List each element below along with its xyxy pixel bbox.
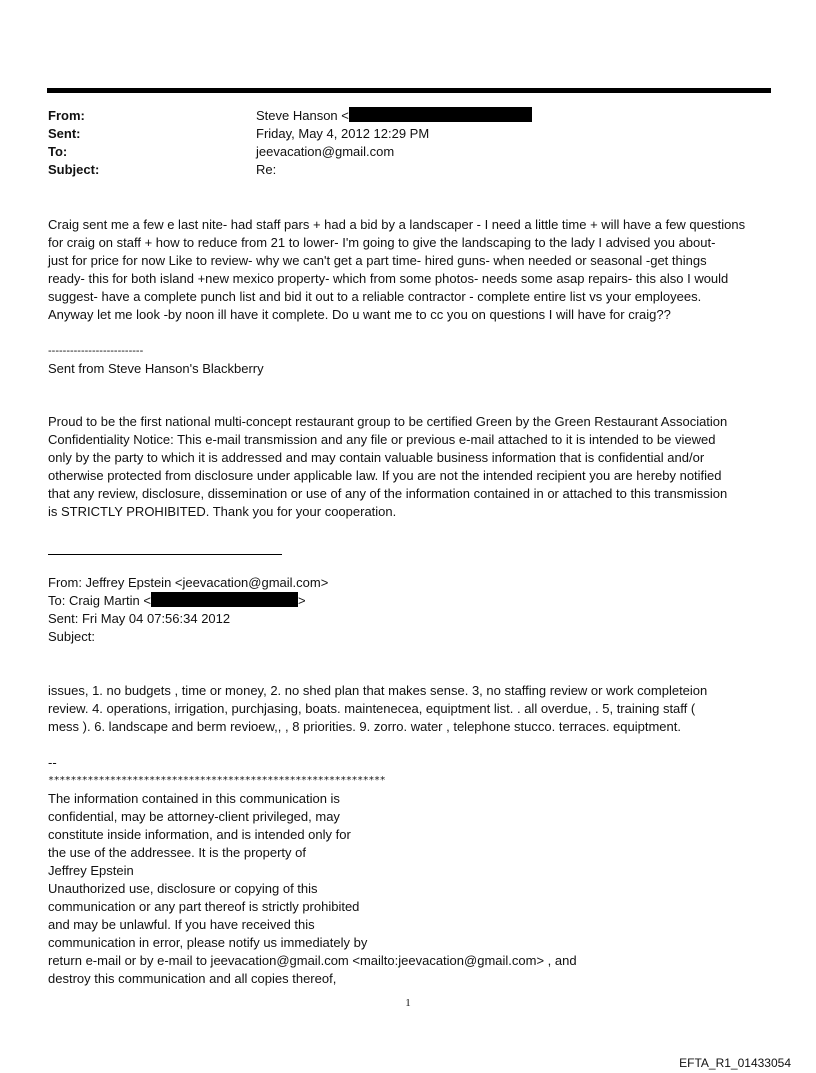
issues-line: issues, 1. no budgets , time or money, 2. no shed plan that makes sense. 3, no staffing review or work completeion [48, 683, 708, 698]
bates-number: EFTA_R1_01433054 [679, 1056, 791, 1070]
body-line: suggest- have a complete punch list and bid it out to a reliable contractor - complete entire list vs your employees. [48, 289, 702, 304]
disclaimer-line: the use of the addressee. It is the property of [48, 845, 306, 860]
notice-line: that any review, disclosure, dissemination or use of any of the information contained in or attached to this transmission [48, 486, 728, 501]
signature-block [48, 342, 773, 378]
original-sent: Sent: Fri May 04 07:56:34 2012 [48, 611, 231, 626]
signature-sent-from: Sent from Steve Hanson's Blackberry [48, 361, 264, 376]
to-label: To: [48, 144, 68, 159]
original-message-header [48, 574, 773, 646]
signature-dashes: -------------------------- [48, 345, 144, 357]
disclaimer-line: destroy this communication and all copies thereof, [48, 971, 337, 986]
disclaimer-line: Unauthorized use, disclosure or copying of this [48, 881, 318, 896]
original-from: From: Jeffrey Epstein <jeevacation@gmail.com> [48, 575, 329, 590]
header-rule [47, 88, 771, 93]
disclaimer-line: Jeffrey Epstein [48, 863, 134, 878]
disclaimer-dash: -- [48, 755, 57, 770]
original-to [48, 592, 773, 610]
notice-line: is STRICTLY PROHIBITED. Thank you for your cooperation. [48, 504, 397, 519]
confidentiality-notice [48, 413, 773, 521]
issues-line: review. 4. operations, irrigation, purchjasing, boats. maintenecea, equiptment list. . all overdue, . 5, training staff ( [48, 701, 696, 716]
notice-line: Confidentiality Notice: This e-mail transmission and any file or previous e-mail attached to it is intended to be viewed [48, 432, 716, 447]
from-label: From: [48, 108, 85, 123]
subject-value: Re: [256, 162, 277, 177]
redaction-bar [151, 592, 298, 607]
disclaimer-line: communication in error, please notify us immediately by [48, 935, 368, 950]
body-line: Anyway let me look -by noon ill have it complete. Do u want me to cc you on questions I will have for craig?? [48, 307, 671, 322]
separator-line [48, 554, 282, 555]
page-number: 1 [405, 997, 411, 1009]
disclaimer-line: The information contained in this communication is [48, 791, 340, 806]
disclaimer-line: return e-mail or by e-mail to jeevacation@gmail.com <mailto:jeevacation@gmail.com> , and [48, 953, 577, 968]
from-name: Steve Hanson < [256, 108, 349, 123]
disclaimer-block [48, 754, 773, 988]
body-line: Craig sent me a few e last nite- had staff pars + had a bid by a landscaper - I need a little time + will have a few questions [48, 217, 746, 232]
sent-value: Friday, May 4, 2012 12:29 PM [256, 126, 430, 141]
sent-label: Sent: [48, 126, 81, 141]
redaction-bar [349, 107, 532, 122]
original-subject: Subject: [48, 629, 95, 644]
notice-line: only by the party to which it is addressed and may contain valuable business information that is confidential and/or [48, 450, 705, 465]
body-line: ready- this for both island +new mexico property- which from some photos- needs some asap repairs- this also I would [48, 271, 729, 286]
issues-line: mess ). 6. landscape and berm revioew,, , 8 priorities. 9. zorro. water , telephone stucco. terraces. equiptment. [48, 719, 681, 734]
message-body [48, 216, 773, 324]
disclaimer-line: and may be unlawful. If you have received this [48, 917, 315, 932]
issues-list [48, 682, 773, 736]
original-to-prefix: To: Craig Martin < [48, 593, 151, 608]
to-value: jeevacation@gmail.com [256, 144, 395, 159]
disclaimer-line: confidential, may be attorney-client privileged, may [48, 809, 340, 824]
body-line: for craig on staff + how to reduce from 21 to lower- I'm going to give the landscaping to the lady I advised you about- [48, 235, 716, 250]
subject-label: Subject: [48, 162, 100, 177]
body-line: just for price for now Like to review- why we can't get a part time- hired guns- when needed or seasonal -get things [48, 253, 707, 268]
notice-line: otherwise protected from disclosure under applicable law. If you are not the intended recipient you are hereby notified [48, 468, 722, 483]
disclaimer-line: constitute inside information, and is intended only for [48, 827, 351, 842]
from-value [256, 107, 532, 125]
disclaimer-stars: ************************************************************ [48, 775, 386, 786]
disclaimer-line: communication or any part thereof is strictly prohibited [48, 899, 360, 914]
original-to-suffix: > [297, 593, 306, 608]
notice-line: Proud to be the first national multi-concept restaurant group to be certified Green by the Green Restaurant Association [48, 414, 728, 429]
